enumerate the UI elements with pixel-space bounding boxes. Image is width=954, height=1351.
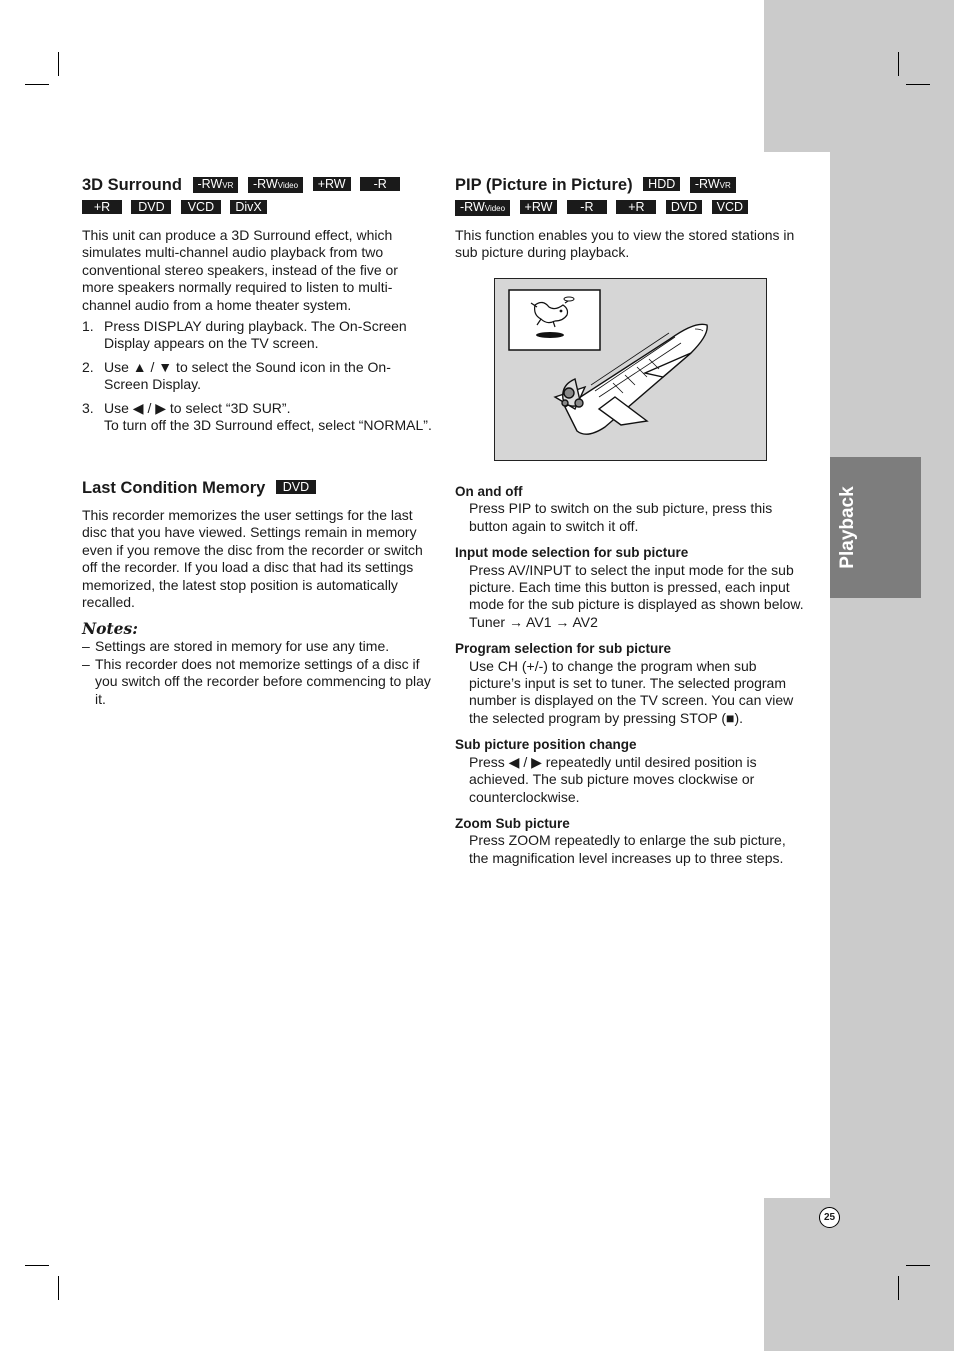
page-number: 25	[819, 1207, 840, 1228]
section-tab-label: Playback	[837, 486, 858, 569]
pip-item	[455, 736, 805, 806]
crop-mark	[906, 84, 930, 85]
surround-title: 3D Surround	[82, 176, 182, 194]
disc-badge: +R	[82, 200, 122, 214]
surround-section	[82, 174, 432, 434]
pip-item-text: Press ZOOM repeatedly to enlarge the sub picture, the magnification level increases up to three steps.	[469, 832, 786, 866]
disc-badge: HDD	[643, 177, 680, 191]
crop-mark	[25, 84, 49, 85]
crop-mark	[898, 52, 899, 76]
disc-badge: -RWVideo	[248, 177, 303, 193]
badge-row	[82, 199, 432, 219]
notes-title: Notes:	[82, 619, 138, 639]
pip-item-sequence: Tuner → AV1 → AV2	[469, 613, 598, 630]
pip-section	[455, 174, 805, 262]
disc-badge: -RWVideo	[455, 200, 510, 216]
disc-badge: DivX	[230, 200, 266, 214]
sidebar-band-bottom	[764, 1198, 954, 1351]
disc-badge: +RW	[313, 177, 351, 191]
crop-mark	[25, 1265, 49, 1266]
section-tab-playback[interactable]	[830, 457, 921, 598]
disc-badge: -R	[360, 177, 400, 191]
disc-badge: VCD	[181, 200, 221, 214]
pip-item-heading: Input mode selection for sub picture	[455, 545, 689, 561]
disc-badge: DVD	[131, 200, 171, 214]
section-heading	[82, 174, 432, 196]
step-item: 3. Use ◀ / ▶ to select “3D SUR”. To turn off the 3D Surround effect, select “NORMAL”.	[82, 399, 432, 434]
pip-intro: This function enables you to view the stored stations in sub picture during playback.	[455, 227, 795, 261]
space-shuttle-illustration	[495, 279, 766, 460]
pip-item-text: Press PIP to switch on the sub picture, press this button again to switch it off.	[469, 500, 773, 534]
disc-badge: +R	[616, 200, 656, 214]
note-item: – This recorder does not memorize settings of a disc if you switch off the recorder before commencing to play it.	[82, 655, 431, 707]
surround-intro: This unit can produce a 3D Surround effect, which simulates multi-channel audio playback from two conventional stereo speakers, instead of the five or more speakers normally required to listen to multi-channel audio from a home theater system.	[82, 227, 398, 313]
last-condition-title: Last Condition Memory	[82, 479, 266, 497]
crop-mark	[898, 1276, 899, 1300]
pip-item-heading: On and off	[455, 484, 523, 499]
sidebar-band-top	[764, 0, 954, 152]
step-item: 2. Use ▲ / ▼ to select the Sound icon in the On-Screen Display.	[82, 358, 391, 393]
pip-item	[455, 815, 805, 867]
badge-row	[455, 199, 805, 219]
sidebar-band	[830, 152, 954, 1198]
pip-item	[455, 544, 805, 631]
disc-badge: -R	[567, 200, 607, 214]
pip-title: PIP (Picture in Picture)	[455, 176, 633, 194]
pip-item-text: Press ◀ / ▶ repeatedly until desired position is achieved. The sub picture moves clockwise or counterclockwise.	[469, 753, 757, 805]
disc-badge: -RWVR	[690, 177, 736, 193]
crop-mark	[58, 1276, 59, 1300]
pip-item-heading: Sub picture position change	[455, 737, 637, 753]
note-item: – Settings are stored in memory for use any time.	[82, 638, 390, 655]
step-item: 1. Press DISPLAY during playback. The On-Screen Display appears on the TV screen.	[82, 318, 407, 352]
surround-steps	[82, 318, 432, 434]
pip-item-text: Use CH (+/-) to change the program when sub picture’s input is set to tuner. The selected program number is displayed on the TV screen. You can view the selected program by pressing STOP (■).	[469, 657, 794, 726]
section-heading	[455, 174, 805, 196]
disc-badge: DVD	[666, 200, 702, 214]
pip-item	[455, 640, 805, 727]
disc-badge: +RW	[520, 200, 558, 214]
pip-illustration	[494, 278, 767, 461]
pip-items	[455, 483, 805, 867]
crop-mark	[906, 1265, 930, 1266]
last-condition-body: This recorder memorizes the user settings for the last disc that you have viewed. Settings remain in memory even if you remove the disc from the recorder or switch off the recorder. If you load a disc that had its settings memorized, the latest stop position is automatically recalled.	[82, 507, 423, 611]
pip-item-text: Press AV/INPUT to select the input mode for the sub picture. Each time this button is pressed, each input mode for the sub picture is displayed as shown below.	[469, 561, 804, 613]
last-condition-section	[82, 477, 432, 708]
pip-item-heading: Program selection for sub picture	[455, 641, 672, 657]
disc-badge: VCD	[712, 200, 748, 214]
pip-item-heading: Zoom Sub picture	[455, 815, 570, 831]
pip-item	[455, 483, 805, 535]
disc-badge: -RWVR	[193, 177, 239, 193]
crop-mark	[58, 52, 59, 76]
disc-badge: DVD	[276, 480, 316, 494]
section-heading	[82, 477, 432, 499]
